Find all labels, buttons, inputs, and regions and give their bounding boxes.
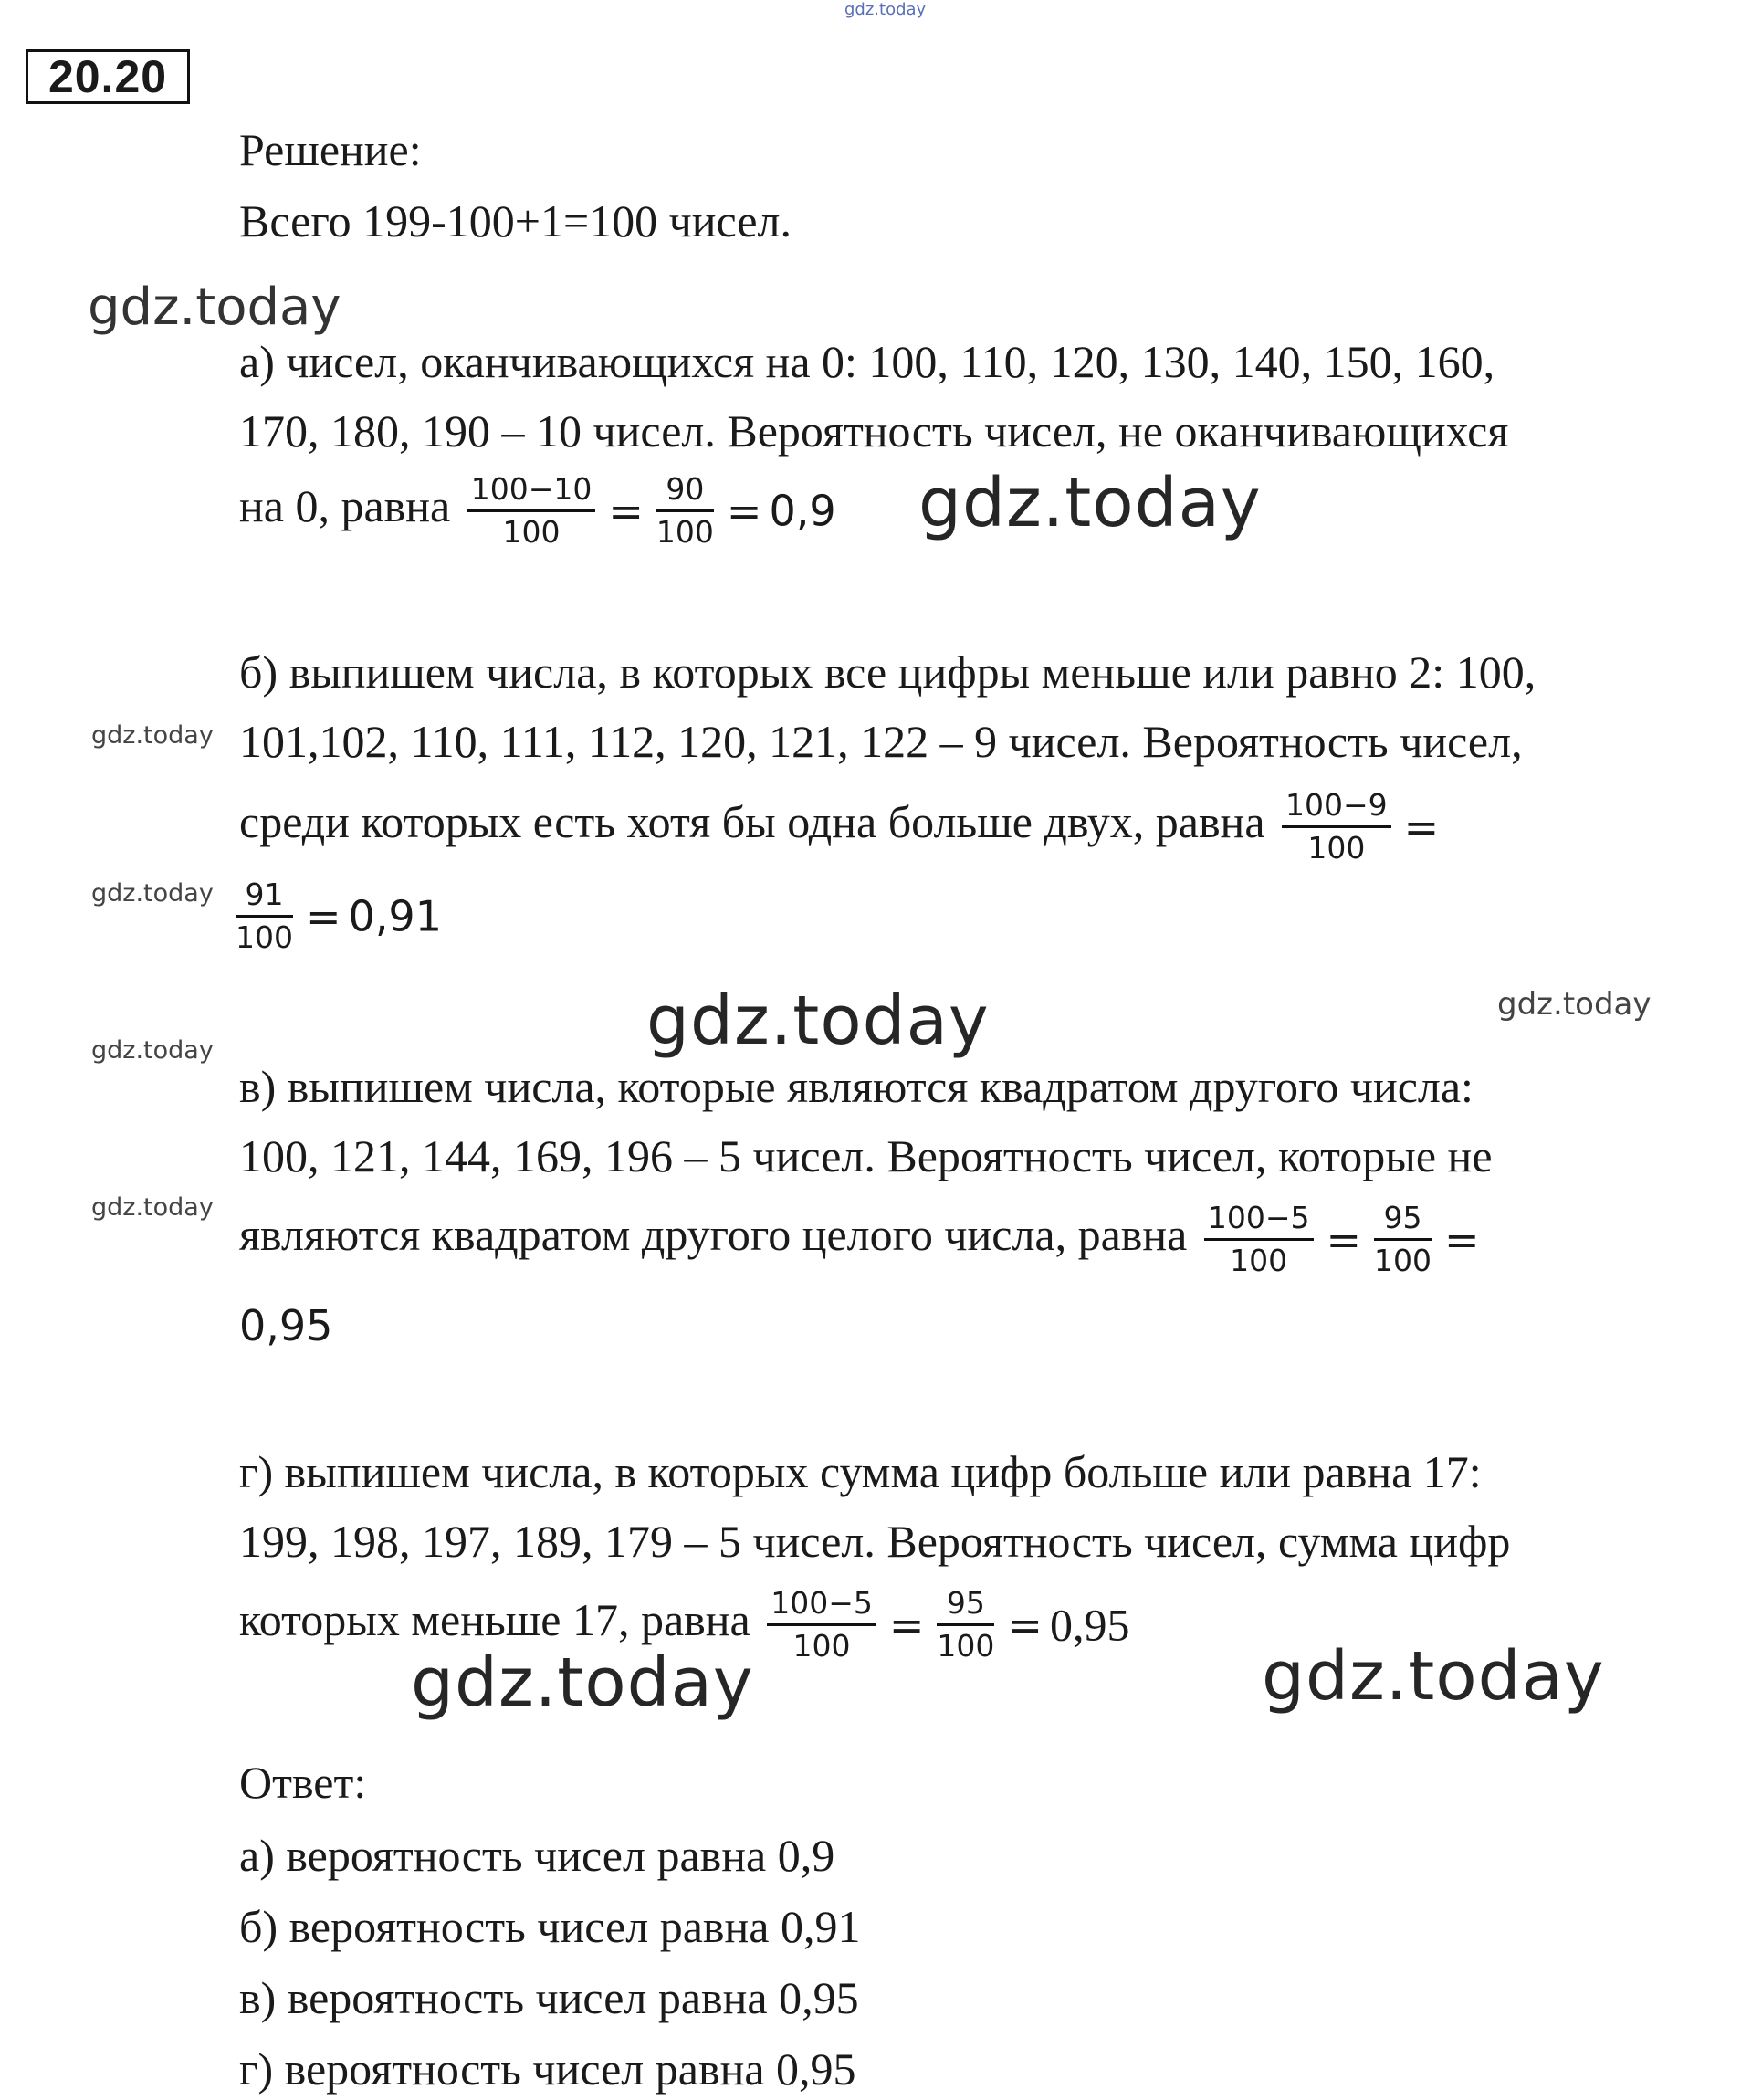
part-v-line1: в) выпишем числа, которые являются квадратом другого числа:	[239, 1061, 1474, 1112]
watermark: gdz.today	[1262, 1637, 1605, 1716]
part-b-line4: $\frac{91}{100}$ = 0,91	[236, 877, 442, 955]
watermark-top: gdz.today	[844, 0, 927, 19]
solution-heading: Решение:	[239, 124, 422, 175]
answer-b: б) вероятность чисел равна 0,91	[239, 1901, 861, 1952]
part-v-line3: являются квадратом другого целого числа, равна $\frac{100-5}{100}$ = $\frac{95}{100}$ =	[239, 1200, 1480, 1278]
watermark: gdz.today	[1497, 986, 1652, 1023]
answer-v: в) вероятность чисел равна 0,95	[239, 1972, 859, 2023]
watermark: gdz.today	[91, 1193, 214, 1222]
answer-g: г) вероятность чисел равна 0,95	[239, 2043, 856, 2095]
part-b-line3: среди которых есть хотя бы одна больше двух, равна $\frac{100-9}{100}$ =	[239, 787, 1440, 866]
answer-a: а) вероятность чисел равна 0,9	[239, 1830, 835, 1881]
part-a-line2: 170, 180, 190 – 10 чисел. Вероятность чисел, не оканчивающихся	[239, 405, 1509, 457]
fraction: $\frac{100-5}{100}$	[1204, 1200, 1314, 1279]
watermark: gdz.today	[91, 1036, 214, 1065]
part-a-line1: а) чисел, оканчивающихся на 0: 100, 110, 120, 130, 140, 150, 160,	[239, 336, 1495, 387]
part-g-result: 0,95	[1049, 1599, 1130, 1651]
fraction: $\frac{100-9}{100}$	[1282, 787, 1391, 866]
fraction: $\frac{91}{100}$	[236, 877, 293, 955]
part-g-line3-text: которых меньше 17, равна	[239, 1593, 762, 1645]
part-b-line2: 101,102, 110, 111, 112, 120, 121, 122 – 9 чисел. Вероятность чисел,	[239, 716, 1523, 767]
fraction: $\frac{100-5}{100}$	[767, 1585, 876, 1664]
fraction: $\frac{100-10}{100}$	[467, 471, 596, 551]
watermark: gdz.today	[88, 278, 341, 337]
problem-number: 20.20	[26, 49, 190, 104]
part-b-line3-text: среди которых есть хотя бы одна больше двух, равна	[239, 795, 1277, 847]
watermark: gdz.today	[91, 721, 214, 750]
fraction: $\frac{90}{100}$	[656, 471, 714, 550]
part-b-result: 0,91	[348, 891, 442, 941]
part-a-line3-text: на 0, равна	[239, 479, 462, 531]
solution-total: Всего 199-100+1=100 чисел.	[239, 195, 792, 247]
fraction: $\frac{95}{100}$	[1374, 1200, 1432, 1278]
answer-heading: Ответ:	[239, 1757, 367, 1808]
part-a-line3: на 0, равна $\frac{100-10}{100}$ = $\frac{90}{100}$ = 0,9	[239, 471, 836, 550]
part-v-line3-text: являются квадратом другого целого числа, равна	[239, 1208, 1199, 1260]
fraction: $\frac{95}{100}$	[937, 1585, 995, 1664]
watermark: gdz.today	[91, 879, 214, 908]
part-g-line1: г) выпишем числа, в которых сумма цифр больше или равна 17:	[239, 1446, 1482, 1497]
part-a-result: 0,9	[769, 486, 836, 536]
watermark: gdz.today	[411, 1643, 754, 1722]
part-g-line2: 199, 198, 197, 189, 179 – 5 чисел. Вероятность чисел, сумма цифр	[239, 1516, 1511, 1567]
part-v-result: 0,95	[239, 1301, 333, 1350]
part-b-line1: б) выпишем числа, в которых все цифры меньше или равно 2: 100,	[239, 646, 1537, 698]
watermark: gdz.today	[646, 982, 990, 1060]
part-g-line3: которых меньше 17, равна $\frac{100-5}{100}$ = $\frac{95}{100}$ = 0,95	[239, 1585, 1130, 1664]
watermark: gdz.today	[918, 464, 1262, 542]
part-v-line2: 100, 121, 144, 169, 196 – 5 чисел. Вероятность чисел, которые не	[239, 1130, 1493, 1181]
